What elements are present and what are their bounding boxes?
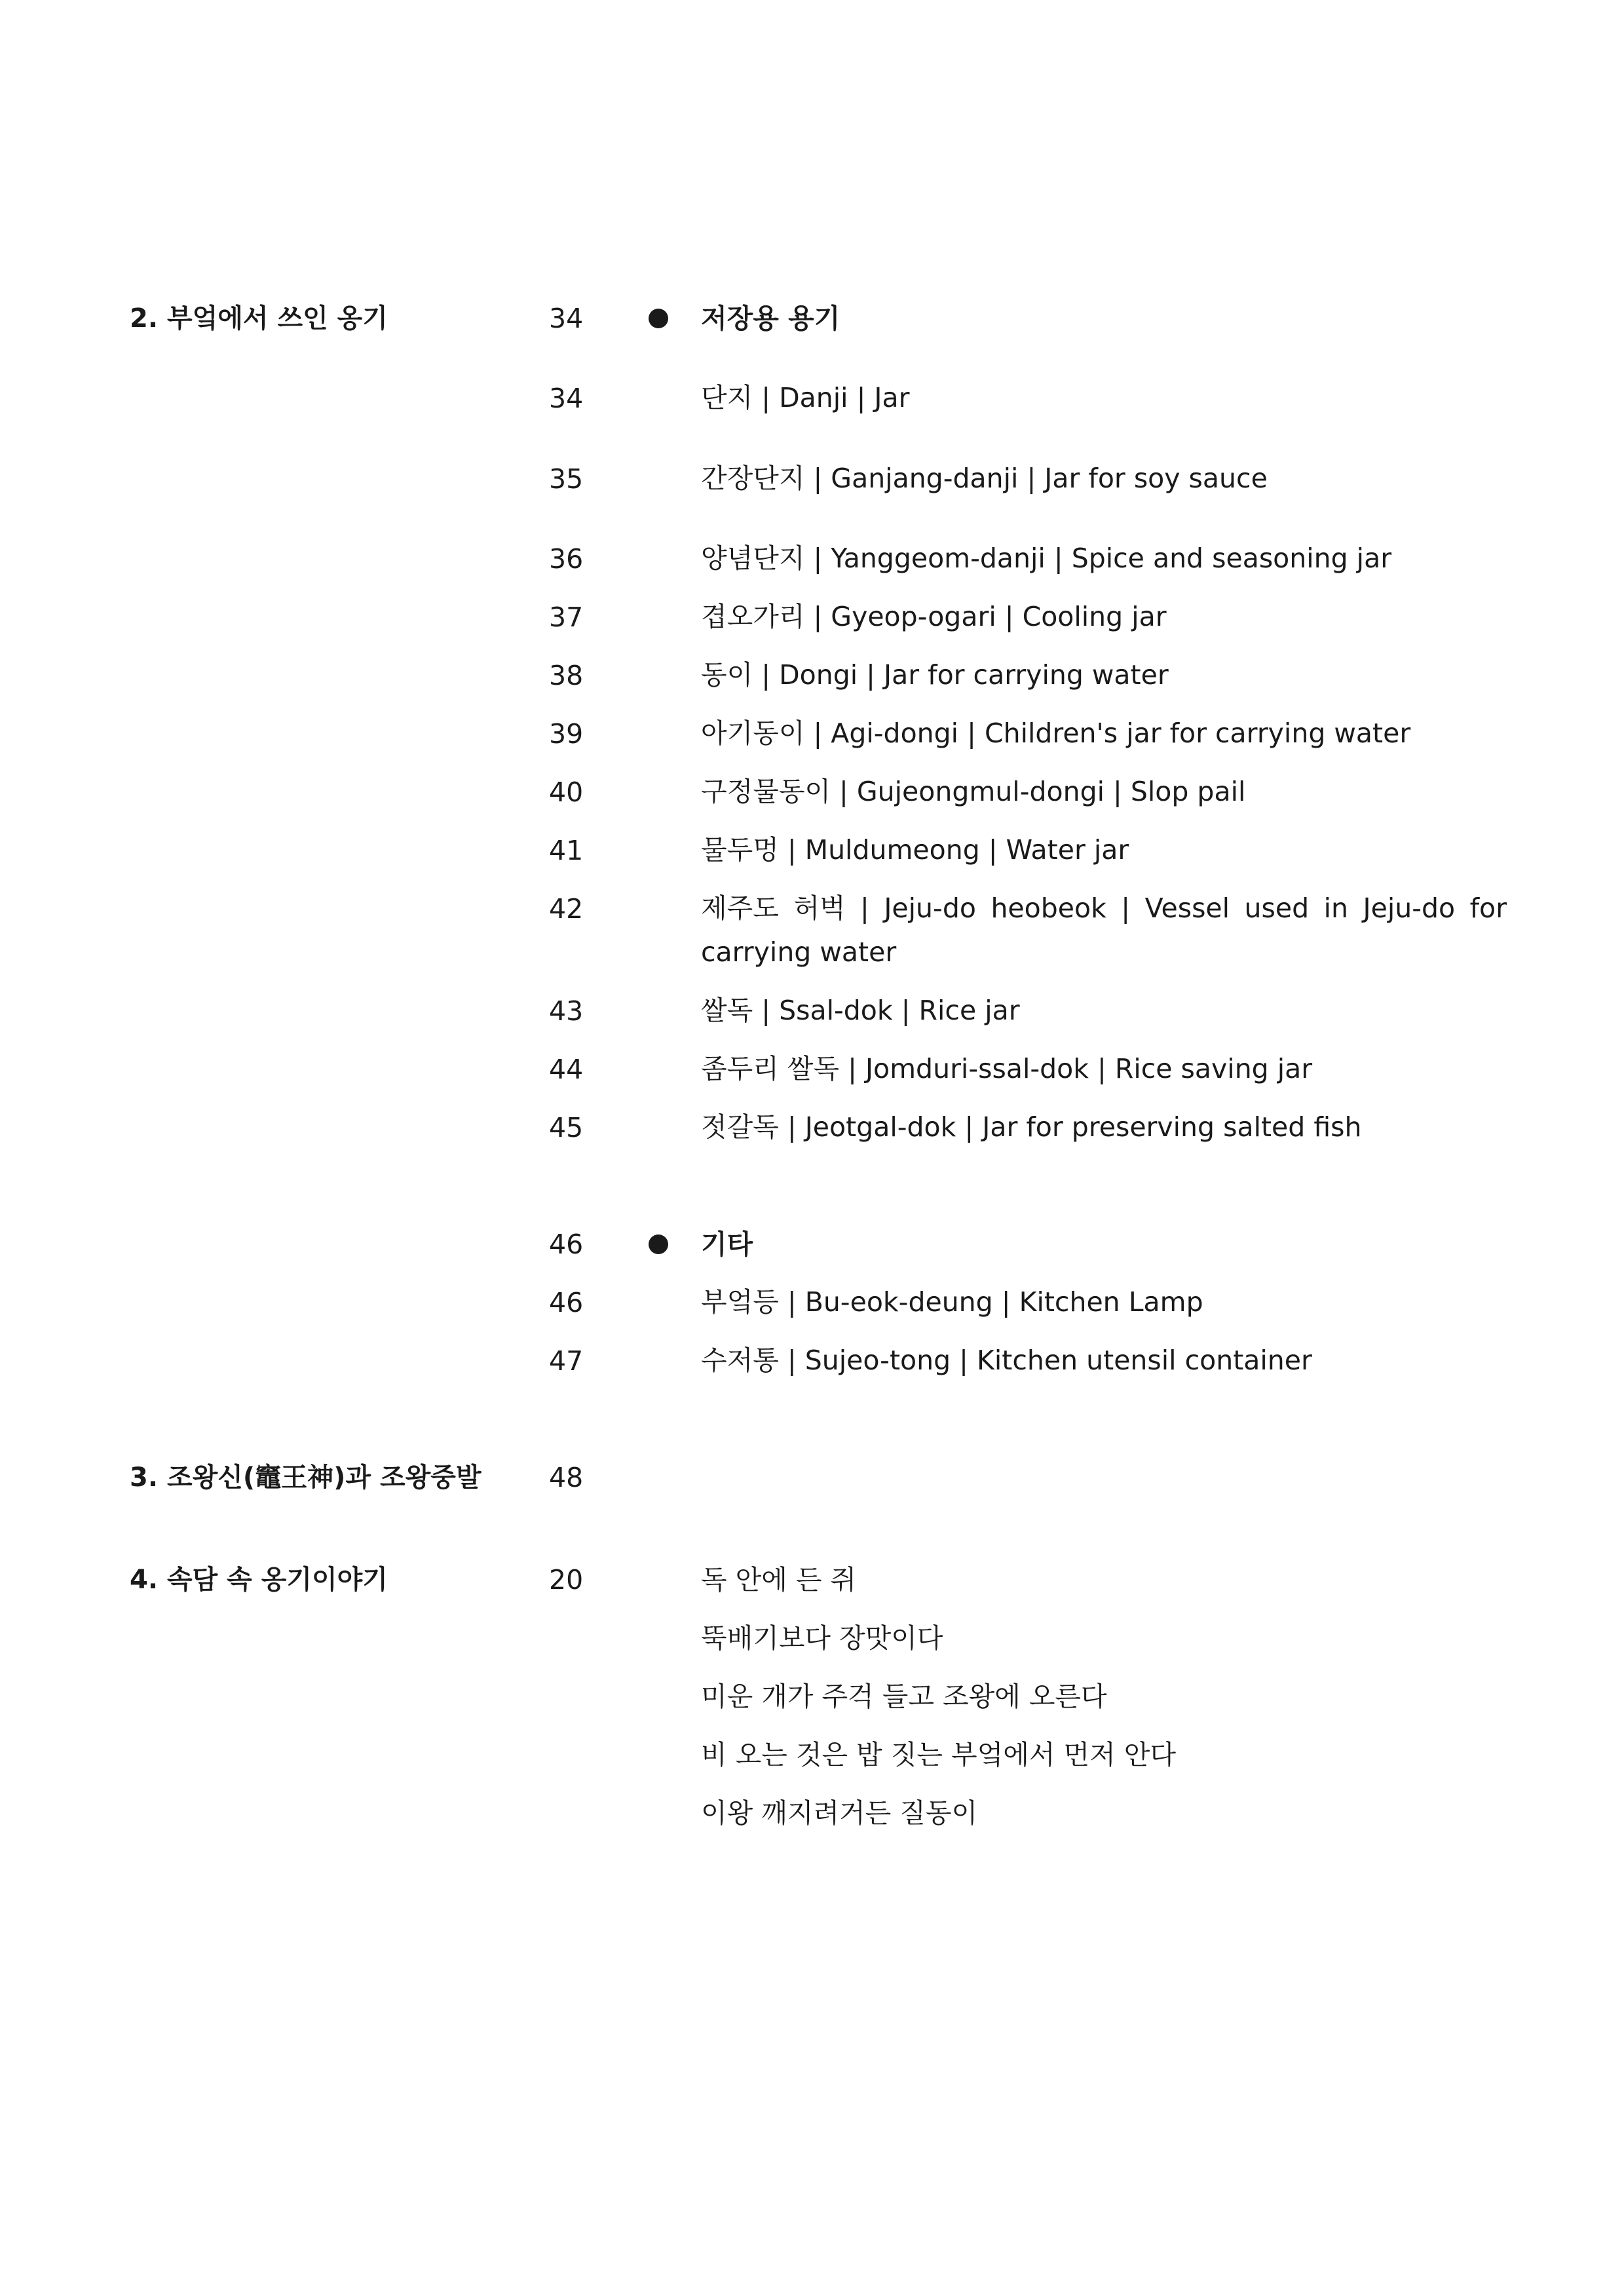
group-heading-storage: 저장용 용기: [701, 303, 840, 334]
entry-page-number: 45: [549, 1112, 584, 1143]
entry-page-number: 43: [549, 995, 584, 1027]
toc-entry: 쌀독 | Ssal-dok | Rice jar: [701, 995, 1020, 1026]
toc-entry: 겹오가리 | Gyeop-ogari | Cooling jar: [701, 601, 1167, 632]
toc-entry: 단지 | Danji | Jar: [701, 382, 910, 413]
toc-entry: 양념단지 | Yanggeom-danji | Spice and seasoning jar: [701, 543, 1392, 574]
group-page-number: 46: [549, 1229, 584, 1260]
bullet-icon: [649, 309, 668, 328]
toc-entry: 구정물동이 | Gujeongmul-dongi | Slop pail: [701, 776, 1246, 807]
entry-page-number: 38: [549, 660, 584, 691]
section-page-number: 34: [549, 303, 584, 334]
toc-entry: 좀두리 쌀독 | Jomduri-ssal-dok | Rice saving jar: [701, 1053, 1313, 1084]
toc-entry: 아기동이 | Agi-dongi | Children's jar for carrying water: [701, 718, 1411, 749]
proverb-item: 이왕 깨지려거든 질동이: [701, 1797, 978, 1829]
entry-page-number: 35: [549, 463, 584, 495]
section-title-kitchen-onggi: 2. 부엌에서 쓰인 옹기: [130, 303, 388, 334]
section-page-number: 48: [549, 1462, 584, 1493]
entry-page-number: 41: [549, 835, 584, 866]
section-title-proverbs: 4. 속담 속 옹기이야기: [130, 1565, 388, 1595]
section-page-number: 20: [549, 1564, 584, 1596]
entry-page-number: 39: [549, 718, 584, 750]
group-heading-other: 기타: [701, 1229, 753, 1260]
proverb-item: 비 오는 것은 밥 짓는 부엌에서 먼저 안다: [701, 1739, 1176, 1770]
toc-entry: 부엌등 | Bu-eok-deung | Kitchen Lamp: [701, 1286, 1203, 1318]
entry-page-number: 40: [549, 776, 584, 808]
section-title-jowangsin: 3. 조왕신(竈王神)과 조왕중발: [130, 1463, 482, 1493]
toc-entry: 제주도 허벅 | Jeju-do heobeok | Vessel used in Jeju-do for carrying water: [701, 892, 1507, 968]
toc-entry: 간장단지 | Ganjang-danji | Jar for soy sauce: [701, 463, 1268, 494]
entry-page-number: 42: [549, 893, 584, 925]
proverb-item: 뚝배기보다 장맛이다: [701, 1622, 943, 1654]
proverb-item: 미운 개가 주걱 들고 조왕에 오른다: [701, 1681, 1107, 1712]
toc-entry: 수저통 | Sujeo-tong | Kitchen utensil container: [701, 1345, 1312, 1376]
entry-page-number: 44: [549, 1054, 584, 1085]
entry-page-number: 47: [549, 1345, 584, 1377]
toc-entry: 동이 | Dongi | Jar for carrying water: [701, 659, 1169, 691]
entry-page-number: 34: [549, 383, 584, 414]
proverb-item: 독 안에 든 쥐: [701, 1564, 857, 1596]
entry-page-number: 36: [549, 543, 584, 575]
toc-entry: 물두멍 | Muldumeong | Water jar: [701, 834, 1129, 866]
bullet-icon: [649, 1234, 668, 1254]
entry-page-number: 37: [549, 602, 584, 633]
entry-page-number: 46: [549, 1287, 584, 1318]
toc-entry: 젓갈독 | Jeotgal-dok | Jar for preserving salted fish: [701, 1111, 1362, 1143]
